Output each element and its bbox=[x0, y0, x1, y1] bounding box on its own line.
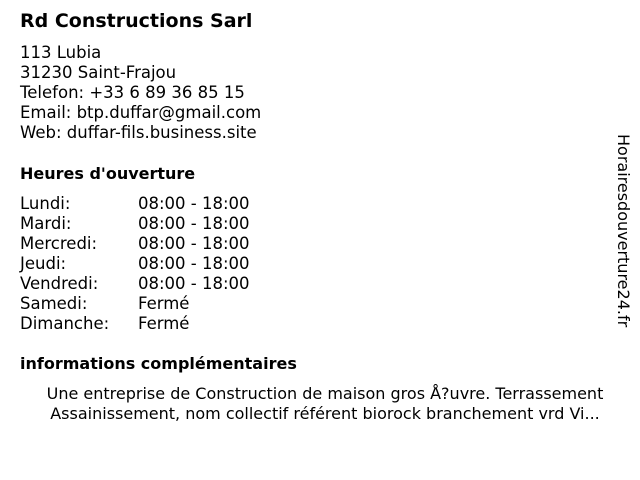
day-label: Mardi: bbox=[20, 214, 72, 233]
day-hours: 08:00 - 18:00 bbox=[138, 274, 250, 293]
day-hours: Fermé bbox=[138, 294, 190, 313]
info-line-1: Une entreprise de Construction de maison gros Å?uvre. Terrassement bbox=[46, 384, 604, 403]
contact-block bbox=[20, 43, 261, 143]
day-label: Lundi: bbox=[20, 194, 71, 213]
day-label: Dimanche: bbox=[20, 314, 110, 333]
day-label: Vendredi: bbox=[20, 274, 99, 293]
day-label: Samedi: bbox=[20, 294, 88, 313]
info-line-2: Assainissement, nom collectif référent biorock branchement vrd Vi... bbox=[50, 404, 600, 423]
info-heading: informations complémentaires bbox=[20, 354, 297, 373]
hours-heading: Heures d'ouverture bbox=[20, 164, 196, 183]
site-watermark: Horairesdouverture24.fr bbox=[614, 134, 633, 328]
website: Web: duffar-fils.business.site bbox=[20, 123, 257, 142]
day-hours: 08:00 - 18:00 bbox=[138, 214, 250, 233]
day-hours: 08:00 - 18:00 bbox=[138, 194, 250, 213]
street-address: 113 Lubia bbox=[20, 43, 102, 62]
day-hours: 08:00 - 18:00 bbox=[138, 254, 250, 273]
info-text bbox=[20, 384, 630, 424]
day-hours: 08:00 - 18:00 bbox=[138, 234, 250, 253]
phone-number: Telefon: +33 6 89 36 85 15 bbox=[20, 83, 245, 102]
day-label: Jeudi: bbox=[20, 254, 67, 273]
email-address: Email: btp.duffar@gmail.com bbox=[20, 103, 262, 122]
business-name: Rd Constructions Sarl bbox=[20, 10, 253, 32]
day-hours: Fermé bbox=[138, 314, 190, 333]
day-label: Mercredi: bbox=[20, 234, 98, 253]
city-address: 31230 Saint-Frajou bbox=[20, 63, 177, 82]
